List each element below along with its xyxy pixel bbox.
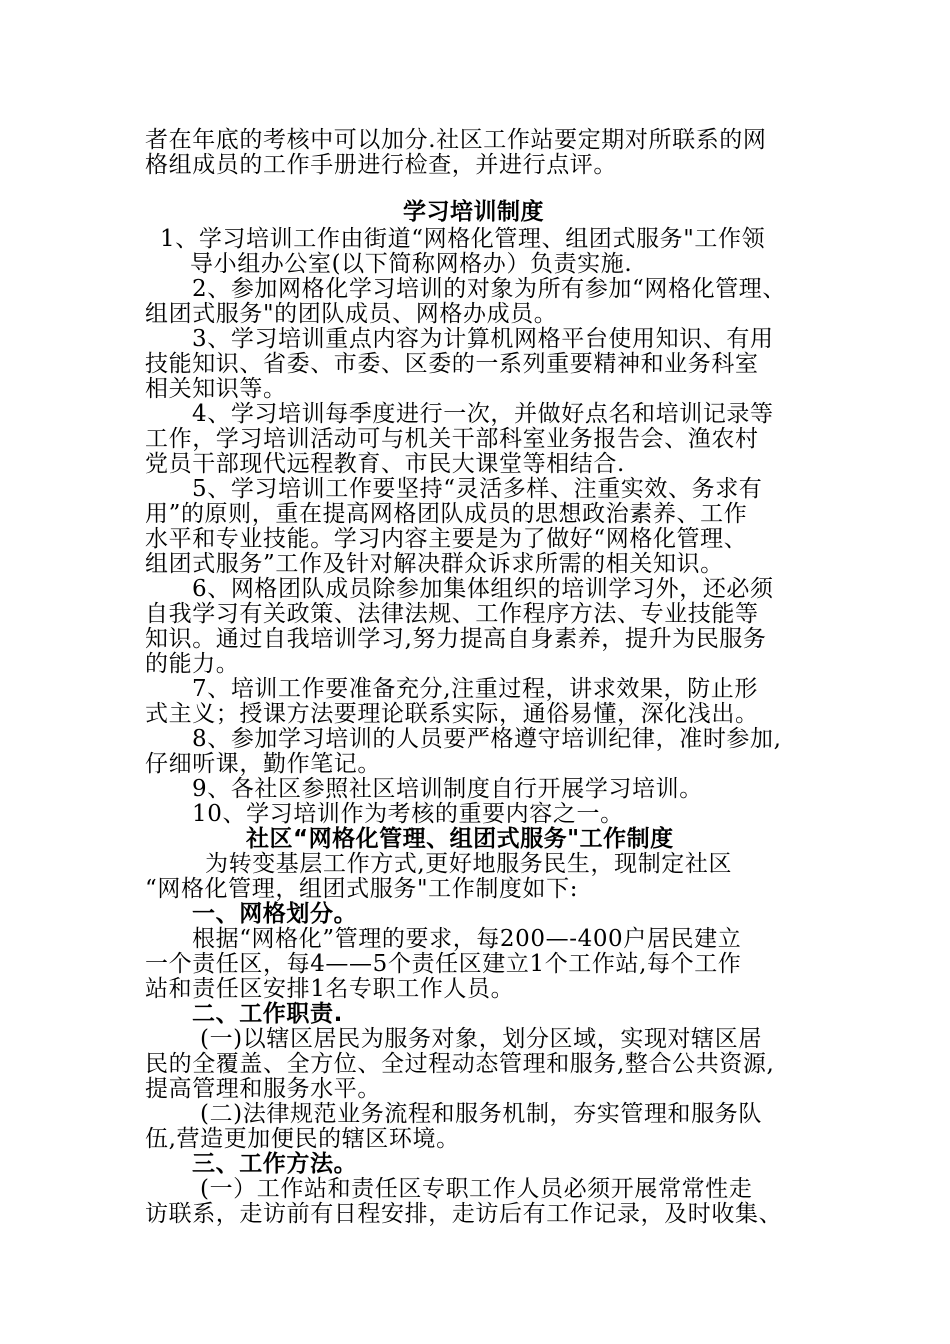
paragraph-line: 者在年底的考核中可以加分.社区工作站要定期对所联系的网: [145, 127, 767, 153]
paragraph-line: 知识。通过自我培训学习,努力提高自身素养，提升为民服务: [145, 626, 767, 652]
paragraph-line: 7、培训工作要准备充分,注重过程，讲求效果，防止形: [192, 676, 758, 702]
subheading-grid-division: 一、网格划分。: [192, 901, 358, 927]
paragraph-line: 组团式服务"的团队成员、网格办成员。: [145, 301, 558, 327]
paragraph-line: 民的全覆盖、全方位、全过程动态管理和服务,整合公共资源,: [145, 1051, 775, 1077]
subheading-work-methods: 三、工作方法。: [192, 1151, 358, 1177]
paragraph-line: 伍,营造更加便民的辖区环境。: [145, 1126, 460, 1152]
paragraph-line: 4、学习培训每季度进行一次，并做好点名和培训记录等: [192, 401, 774, 427]
paragraph-line: 一个责任区，每4——5个责任区建立1个工作站,每个工作: [145, 951, 742, 977]
paragraph-line: 1、学习培训工作由街道“网格化管理、组团式服务"工作领: [160, 226, 766, 252]
paragraph-line: 水平和专业技能。学习内容主要是为了做好“网格化管理、: [145, 526, 748, 552]
paragraph-line: 站和责任区安排1名专职工作人员。: [145, 976, 515, 1002]
paragraph-line: 2、参加网格化学习培训的对象为所有参加“网格化管理、: [192, 276, 786, 302]
paragraph-line: 格组成员的工作手册进行检查，并进行点评。: [145, 152, 617, 178]
paragraph-line: 为转变基层工作方式,更好地服务民生，现制定社区: [205, 851, 733, 877]
paragraph-line: 5、学习培训工作要坚持“灵活多样、注重实效、务求有: [192, 476, 763, 502]
subheading-work-duties: 二、工作职责.: [192, 1001, 343, 1027]
paragraph-line: 8、参加学习培训的人员要严格遵守培训纪律，准时参加,: [192, 726, 782, 752]
paragraph-line: 式主义；授课方法要理论联系实际，通俗易懂，深化浅出。: [145, 701, 759, 727]
paragraph-line: 10、学习培训作为考核的重要内容之一。: [192, 801, 624, 827]
section-title-study-training: 学习培训制度: [403, 199, 544, 225]
paragraph-line: 导小组办公室(以下简称网格办）负责实施.: [190, 251, 633, 277]
paragraph-line: 党员干部现代远程教育、市民大课堂等相结合.: [145, 451, 625, 477]
paragraph-line: 自我学习有关政策、法律法规、工作程序方法、专业技能等: [145, 601, 759, 627]
paragraph-line: 用”的原则，重在提高网格团队成员的思想政治素养、工作: [145, 501, 748, 527]
paragraph-line: 的能力。: [145, 651, 240, 677]
paragraph-line: 根据“网格化”管理的要求，每200—-400户居民建立: [192, 926, 742, 952]
paragraph-line: (二)法律规范业务流程和服务机制，夯实管理和服务队: [200, 1101, 762, 1127]
paragraph-line: 技能知识、省委、市委、区委的一系列重要精神和业务科室: [145, 351, 759, 377]
paragraph-line: 9、各社区参照社区培训制度自行开展学习培训。: [192, 776, 703, 802]
paragraph-line: 3、学习培训重点内容为计算机网格平台使用知识、有用: [192, 326, 774, 352]
paragraph-line: (一)以辖区居民为服务对象，划分区域，实现对辖区居: [200, 1026, 762, 1052]
section-title-grid-management: 社区“网格化管理、组团式服务"工作制度: [246, 826, 674, 852]
paragraph-line: 仔细听课，勤作笔记。: [145, 751, 381, 777]
paragraph-line: 提高管理和服务水平。: [145, 1076, 381, 1102]
paragraph-line: 6、网格团队成员除参加集体组织的培训学习外，还必须: [192, 576, 774, 602]
paragraph-line: 工作，学习培训活动可与机关干部科室业务报告会、渔农村: [145, 426, 759, 452]
paragraph-line: 组团式服务”工作及针对解决群众诉求所需的相关知识。: [145, 551, 724, 577]
paragraph-line: (一）工作站和责任区专职工作人员必须开展常常性走: [200, 1176, 753, 1202]
paragraph-line: “网格化管理，组团式服务"工作制度如下:: [145, 876, 579, 902]
paragraph-line: 相关知识等。: [145, 376, 287, 402]
paragraph-line: 访联系，走访前有日程安排，走访后有工作记录，及时收集、: [145, 1201, 783, 1227]
